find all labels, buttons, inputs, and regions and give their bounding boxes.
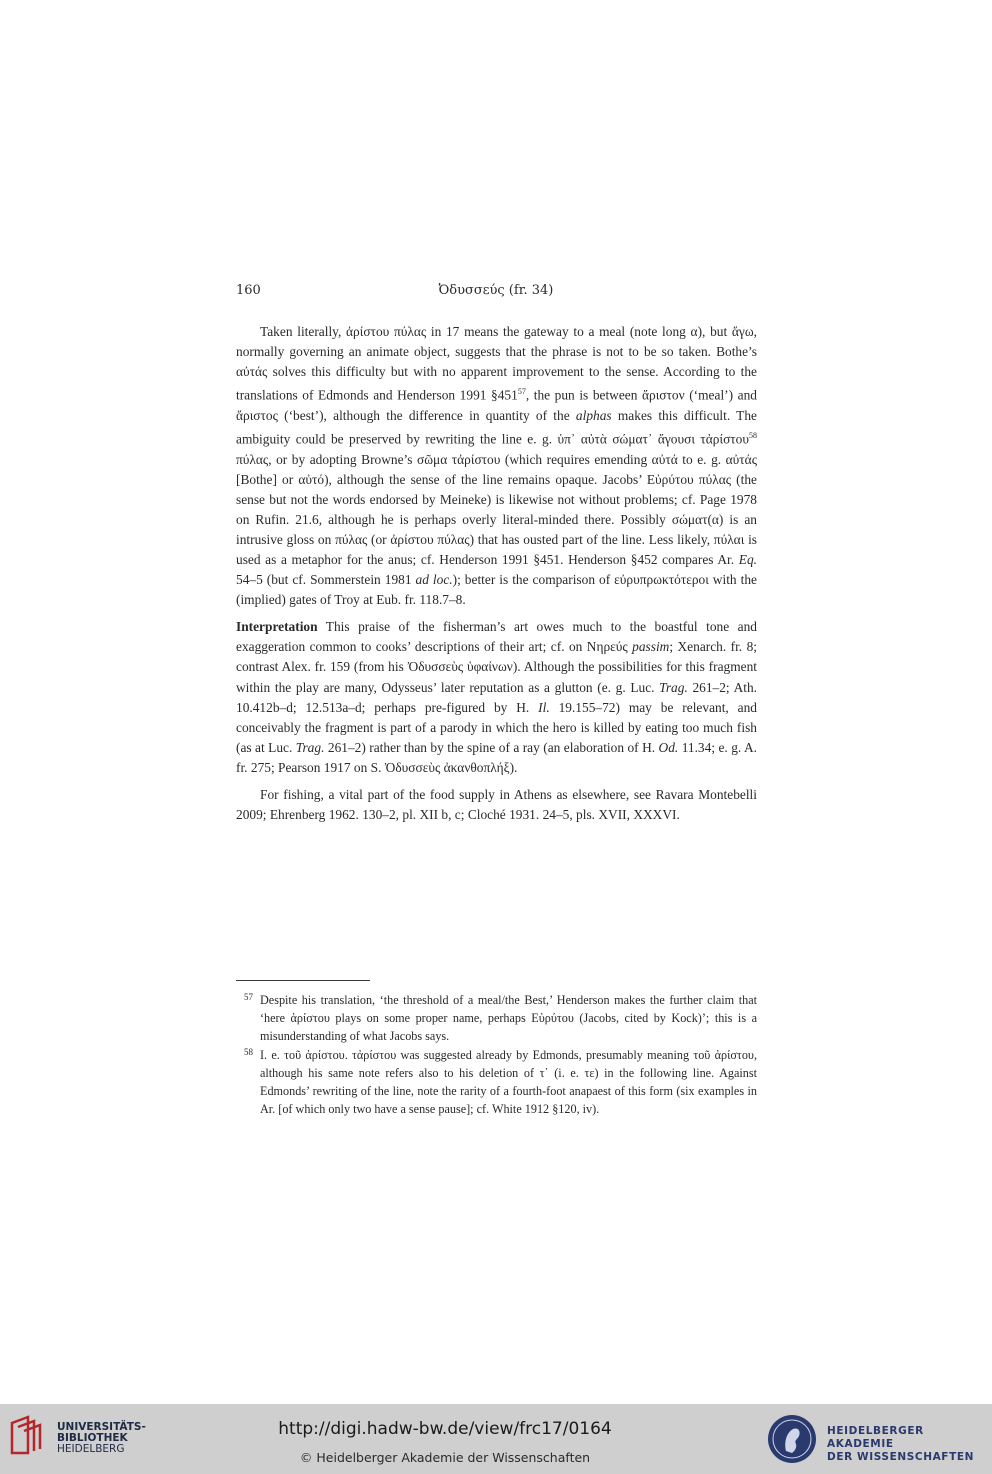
- academy-seal-icon[interactable]: [766, 1413, 818, 1465]
- permalink-url[interactable]: http://digi.hadw-bw.de/view/frc17/0164: [278, 1419, 612, 1439]
- running-title: Ὀδυσσεύς (fr. 34): [438, 283, 554, 298]
- footnote-ref-58[interactable]: 58: [749, 430, 757, 440]
- running-head: [236, 283, 756, 303]
- viewer-footer: [0, 1404, 992, 1474]
- footnote-text: I. e. τοῦ ἀρίστου. τἀρίστου was suggested already by Edmonds, presumably meaning τοῦ ἀρίστου, although his same note refers also to his deletion of τ᾽ (i. e. τε) in the following line. Against Edmonds’ rewriting of the line, note the rarity of a fourth-foot anapaest of this form (six examples in Ar. [of which only two have a sense pause]; cf. White 1912 §120, iv).: [260, 1047, 757, 1117]
- ub-wordmark: UNIVERSITÄTS- BIBLIOTHEK HEIDELBERG: [57, 1421, 146, 1455]
- footnote-58: [236, 1046, 757, 1119]
- ub-emblem-icon: [10, 1415, 46, 1455]
- paragraph-1: Taken literally, ἀρίστου πύλας in 17 means the gateway to a meal (note long α), but ἄγω, normally governing an animate object, suggests that the phrase is not to be so taken. Bothe’s αὐτάς solves this difficulty but with no apparent improvement to the sense. According to the translations of Edmonds and Henderson 1991 $\S 451^{57}$, the pun is between ἄριστον (‘meal’) and ἄριστος (‘best’), although the difference in quantity of the alphas makes this difficult. The ambiguity could be preserved by rewriting the line e. g. ὑπ᾽ αὐτὰ σώματ᾽ ἄγουσι τἀρίστου$^{58}$ πύλας, or by adopting Browne’s σῶμα τἀρίστου (which requires emending αὐτά to e. g. αὐτάς [Bothe] or αὐτό), although the sense of the line remains opaque. Jacobs’ Εὐρύτου πύλας (the sense but not the words endorsed by Meineke) is likewise not without problems; cf. Page 1978 on Rufin. 21.6, although he is perhaps overly literal-minded there. Possibly σώματ(α) is an intrusive gloss on πύλας (or ἀρίστου πύλας) that has ousted part of the line. Less likely, πύλαι is used as a metaphor for the anus; cf. Henderson 1991 §451. Henderson §452 compares Ar. Eq. 54–5 (but cf. Sommerstein 1981 ad loc.); better is the comparison of εὐρυπρωκτότεροι with the (implied) gates of Troy at Eub. fr. 118.7–8.: [236, 324, 757, 608]
- footnote-divider: [236, 980, 370, 981]
- copyright-notice: © Heidelberger Akademie der Wissenschaften: [299, 1450, 591, 1465]
- main-text: [236, 322, 757, 832]
- footnotes: [236, 991, 757, 1118]
- university-library-logo[interactable]: [10, 1415, 150, 1461]
- footnote-number: 58: [244, 1046, 253, 1057]
- footnote-ref-57[interactable]: 57: [517, 387, 526, 397]
- academy-wordmark: HEIDELBERGER AKADEMIE DER WISSENSCHAFTEN: [827, 1425, 975, 1463]
- footnote-57: [236, 991, 757, 1046]
- section-heading-interpretation: Interpretation: [236, 619, 318, 635]
- footnote-text: Despite his translation, ‘the threshold of a meal/the Best,’ Henderson makes the further claim that ‘here ἀρίστου plays on some proper name, perhaps Εὐρύτου (Jacobs, cited by Kock)’; this is a misunderstanding of what Jacobs says.: [260, 993, 757, 1044]
- footnote-number: 57: [244, 992, 253, 1002]
- paragraph-3: For fishing, a vital part of the food supply in Athens as elsewhere, see Ravara Montebelli 2009; Ehrenberg 1962. 130–2, pl. XII b, c; Cloché 1931. 24–5, pls. XVII, XXXVI.: [236, 787, 757, 823]
- page-number: 160: [236, 283, 261, 298]
- paragraph-interpretation: Interpretation This praise of the fisherman’s art owes much to the boastful tone and exaggeration common to cooks’ descriptions of their art; cf. on Νηρεύς passim; Xenarch. fr. 8; contrast Alex. fr. 159 (from his Ὀδυσσεὺς ὑφαίνων). Although the possibilities for this fragment within the play are many, Odysseus’ later reputation as a glutton (e. g. Luc. Trag. 261–2; Ath. 10.412b–d; 12.513a–d; perhaps pre-figured by H. Il. 19.155–72) may be relevant, and conceivably the fragment is part of a parody in which the hero is killed by eating too much fish (as at Luc. Trag. 261–2) rather than by the spine of a ray (an elaboration of H. Od. 11.34; e. g. A. fr. 275; Pearson 1917 on S. Ὀδυσσεὺς ἀκανθοπλήξ).: [236, 619, 758, 775]
